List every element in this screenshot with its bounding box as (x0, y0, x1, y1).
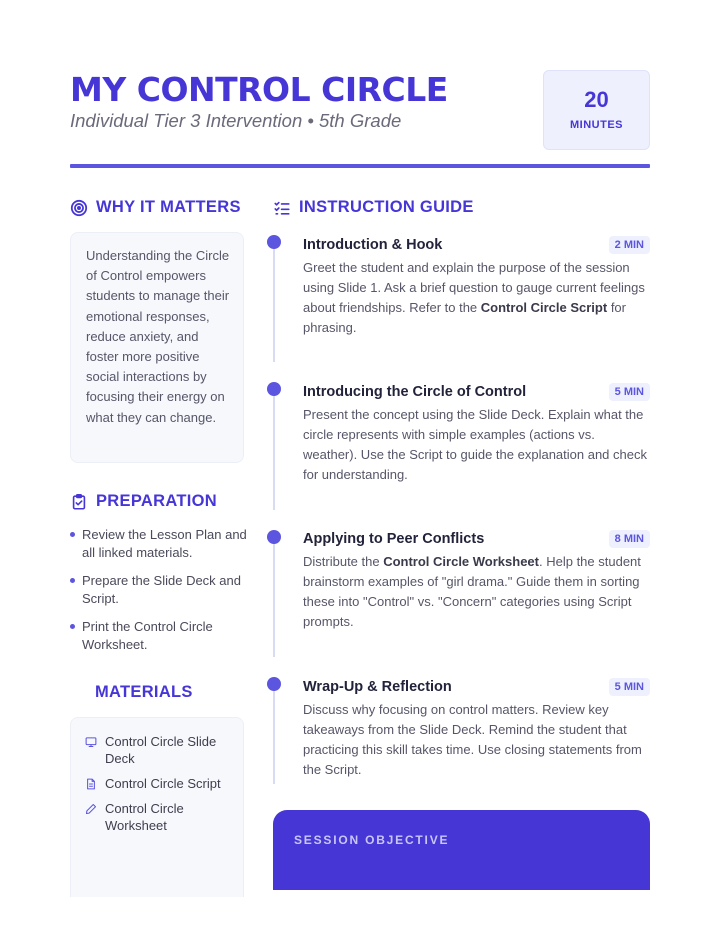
step-title: Wrap-Up & Reflection (303, 679, 452, 695)
step-description: Distribute the Control Circle Worksheet. Help the student brainstorm examples of "girl drama." Guide them in sorting these into "Control" vs. "Concern" categories using Script prompts. (303, 554, 641, 629)
checklist-icon (273, 199, 291, 217)
timeline-step (303, 237, 650, 338)
materials-card (70, 717, 244, 897)
session-objective-card (273, 810, 650, 890)
timeline-dot (267, 677, 281, 691)
materials-heading (95, 683, 193, 702)
timeline-step (303, 531, 650, 632)
timeline-dot (267, 382, 281, 396)
timeline-connector (273, 241, 275, 362)
step-title: Applying to Peer Conflicts (303, 531, 485, 547)
list-item: Review the Lesson Plan and all linked materials. (70, 526, 250, 561)
page-subtitle: Individual Tier 3 Intervention • 5th Grade (70, 110, 402, 131)
step-duration-badge: 5 MIN (609, 678, 650, 696)
timeline-connector (273, 536, 275, 657)
why-heading-label: WHY IT MATTERS (96, 198, 241, 216)
timeline-step (303, 679, 650, 780)
step-title: Introduction & Hook (303, 237, 443, 253)
step-duration-badge: 2 MIN (609, 236, 650, 254)
preparation-heading (70, 492, 217, 511)
why-card (70, 232, 244, 463)
clipboard-check-icon (70, 493, 88, 511)
material-item (85, 800, 243, 834)
duration-unit: MINUTES (570, 119, 623, 131)
material-item (85, 775, 221, 792)
session-objective-label: SESSION OBJECTIVE (294, 833, 450, 847)
step-description: Present the concept using the Slide Deck. Explain what the circle represents with simple examples (actions vs. weather). Use the Script to guide the explanation and check for understanding. (303, 407, 647, 482)
script-reference: Control Circle Script (480, 300, 608, 315)
step-title: Introducing the Circle of Control (303, 384, 527, 400)
preparation-heading-label: PREPARATION (96, 492, 217, 510)
instruction-heading-label: INSTRUCTION GUIDE (299, 198, 474, 216)
instruction-heading (273, 198, 474, 217)
page-header (70, 70, 650, 160)
material-label: Control Circle Slide Deck (105, 734, 217, 766)
material-item (85, 733, 243, 767)
materials-heading-label: MATERIALS (95, 683, 193, 701)
worksheet-reference: Control Circle Worksheet (383, 554, 539, 569)
document-icon (85, 778, 97, 790)
timeline-dot (267, 530, 281, 544)
timeline-connector (273, 684, 275, 784)
target-icon (70, 199, 88, 217)
list-item: Print the Control Circle Worksheet. (70, 618, 250, 653)
duration-value: 20 (584, 87, 609, 112)
step-duration-badge: 8 MIN (609, 530, 650, 548)
duration-badge (543, 70, 650, 150)
step-description: Greet the student and explain the purpose of the session using Slide 1. Ask a brief question to gauge current feelings about friendships. Refer to the Control Circle Script for phrasing. (303, 260, 645, 335)
page-title: MY CONTROL CIRCLE (70, 70, 448, 109)
why-heading (70, 198, 241, 217)
step-description: Discuss why focusing on control matters. Review key takeaways from the Slide Deck. Remind the student that practicing this skill takes time. Use closing statements from the Script. (303, 702, 642, 777)
timeline-dot (267, 235, 281, 249)
material-label: Control Circle Worksheet (105, 801, 184, 833)
step-duration-badge: 5 MIN (609, 383, 650, 401)
monitor-icon (85, 736, 97, 748)
timeline-step (303, 384, 650, 485)
header-divider (70, 164, 650, 168)
preparation-list (70, 526, 250, 664)
material-label: Control Circle Script (105, 776, 221, 791)
pencil-icon (85, 803, 97, 815)
list-item: Prepare the Slide Deck and Script. (70, 572, 250, 607)
why-body: Understanding the Circle of Control empowers students to manage their emotional responses, reduce anxiety, and foster more positive social interactions by focusing their energy on what they can change. (86, 248, 230, 425)
timeline-connector (273, 389, 275, 510)
